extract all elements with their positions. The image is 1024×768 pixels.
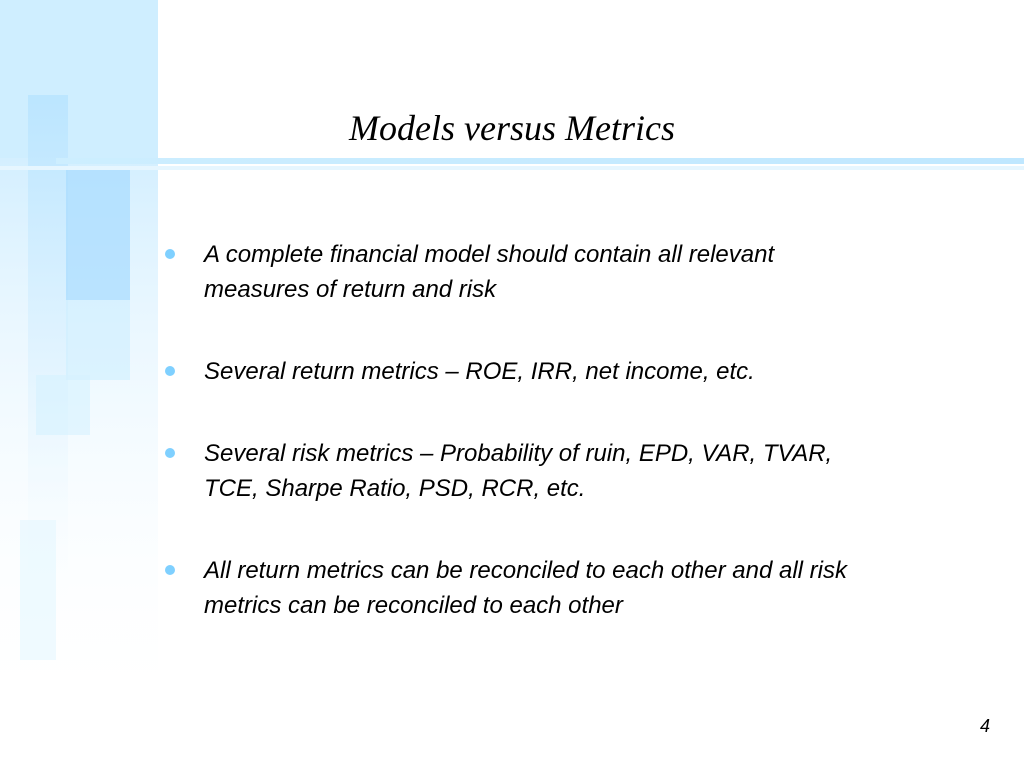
bullet-dot-icon: [165, 366, 175, 376]
bullet-list: [165, 237, 885, 670]
bullet-text: Several return metrics – ROE, IRR, net income, etc.: [204, 358, 755, 385]
bullet-item: [165, 354, 885, 389]
bullet-text: Several risk metrics – Probability of ruin, EPD, VAR, TVAR, TCE, Sharpe Ratio, PSD, RCR, etc.: [204, 440, 833, 502]
bullet-item: [165, 237, 885, 307]
bullet-text: All return metrics can be reconciled to each other and all risk metrics can be reconciled to each other: [204, 557, 847, 619]
bullet-item: [165, 436, 885, 506]
slide-title: Models versus Metrics: [349, 108, 675, 148]
bullet-dot-icon: [165, 448, 175, 458]
bullet-item: [165, 553, 885, 623]
bullet-dot-icon: [165, 249, 175, 259]
page-number: 4: [979, 716, 990, 736]
bullet-dot-icon: [165, 565, 175, 575]
bullet-text: A complete financial model should contain all relevant measures of return and risk: [204, 241, 775, 303]
